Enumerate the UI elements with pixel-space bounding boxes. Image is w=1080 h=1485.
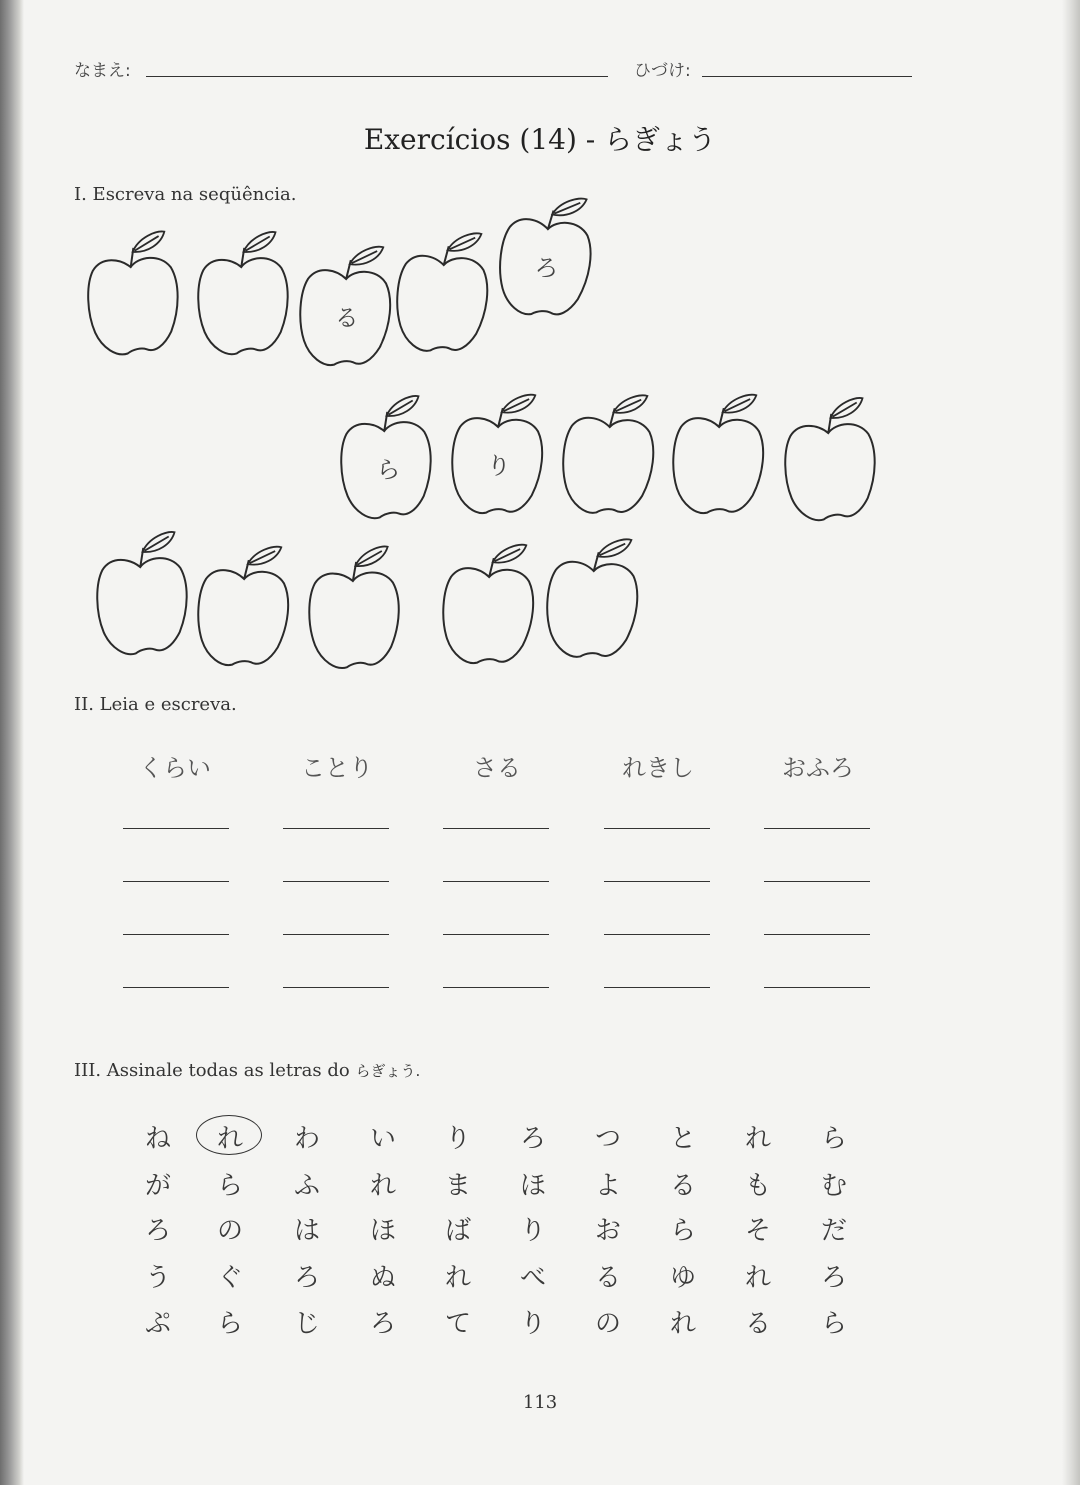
page-number: 113 — [522, 1392, 558, 1413]
apple-outline — [671, 417, 764, 515]
writing-line[interactable] — [443, 828, 549, 829]
writing-line[interactable] — [123, 934, 229, 935]
grid-char[interactable]: そ — [744, 1216, 771, 1246]
grid-char[interactable]: ぷ — [144, 1309, 171, 1339]
reading-word: れきし — [622, 754, 694, 782]
apple-outline — [86, 256, 182, 357]
writing-line[interactable] — [283, 987, 389, 988]
grid-char[interactable]: が — [144, 1171, 171, 1201]
grid-char[interactable]: れ — [669, 1309, 696, 1339]
apple-outline — [545, 561, 639, 660]
apple-outline — [196, 569, 289, 667]
section3-heading-text: III. Assinale todas as letras do — [74, 1060, 350, 1081]
apple-leaf — [723, 394, 757, 414]
apple-leaf — [552, 196, 587, 217]
writing-line[interactable] — [604, 828, 710, 829]
grid-char[interactable]: つ — [594, 1124, 621, 1154]
section3-heading — [74, 1060, 420, 1081]
apple-outline — [95, 557, 189, 656]
grid-char-circled-example[interactable]: れ — [210, 1118, 250, 1155]
apple-cell[interactable] — [196, 544, 290, 667]
grid-char[interactable]: じ — [293, 1309, 320, 1339]
grid-char[interactable]: ほ — [519, 1171, 546, 1201]
grid-char[interactable]: り — [444, 1124, 471, 1154]
section1-heading: I. Escreva na seqüência. — [74, 184, 297, 205]
grid-char[interactable]: ゆ — [669, 1263, 696, 1293]
apple-cell[interactable] — [671, 392, 765, 515]
apple-leaf — [243, 232, 277, 252]
grid-char[interactable]: ぬ — [369, 1263, 396, 1293]
apple-kana: る — [334, 303, 360, 333]
apple-outline — [561, 417, 655, 516]
writing-line[interactable] — [283, 881, 389, 882]
grid-char[interactable]: る — [744, 1309, 771, 1339]
grid-char[interactable]: む — [820, 1171, 847, 1201]
reading-word: さる — [473, 754, 521, 782]
writing-line[interactable] — [443, 934, 549, 935]
apple-outline — [783, 423, 877, 522]
grid-char[interactable]: も — [744, 1171, 771, 1201]
grid-char[interactable]: お — [594, 1216, 621, 1246]
grid-char[interactable]: ろ — [369, 1309, 396, 1339]
writing-line[interactable] — [604, 987, 710, 988]
grid-char[interactable]: ね — [144, 1124, 171, 1154]
apple-leaf — [142, 532, 176, 552]
reading-word: くらい — [139, 754, 211, 782]
grid-char[interactable]: の — [216, 1216, 243, 1246]
grid-char[interactable]: と — [669, 1124, 696, 1154]
apple-leaf — [830, 398, 864, 418]
grid-char[interactable]: ら — [820, 1124, 847, 1154]
writing-line[interactable] — [764, 934, 870, 935]
grid-char[interactable]: よ — [594, 1171, 621, 1201]
date-label: ひづけ: — [634, 61, 691, 81]
apple-cell[interactable] — [441, 542, 535, 665]
apple-outline — [441, 567, 534, 665]
section2-heading: II. Leia e escreva. — [74, 694, 237, 715]
grid-char[interactable]: う — [144, 1263, 171, 1293]
apple-leaf — [493, 544, 527, 564]
reading-word: おふろ — [782, 754, 854, 782]
apple-cell[interactable] — [298, 244, 392, 367]
grid-char[interactable]: ば — [444, 1216, 471, 1246]
grid-char[interactable]: て — [444, 1309, 471, 1339]
writing-line[interactable] — [443, 881, 549, 882]
grid-char[interactable]: ろ — [293, 1263, 320, 1293]
grid-char[interactable]: ぐ — [216, 1263, 243, 1293]
section3-heading-kana: らぎょう. — [355, 1062, 421, 1080]
grid-char[interactable]: は — [293, 1216, 320, 1246]
grid-char[interactable]: れ — [444, 1263, 471, 1293]
grid-char[interactable]: ま — [444, 1171, 471, 1201]
apple-cell[interactable] — [782, 397, 878, 521]
apple-leaf — [502, 394, 536, 414]
apple-kana: ら — [375, 455, 402, 485]
apple-cell[interactable] — [561, 391, 657, 515]
grid-char[interactable]: い — [369, 1124, 396, 1154]
grid-char[interactable]: の — [594, 1309, 621, 1339]
grid-char[interactable]: り — [519, 1216, 546, 1246]
writing-line[interactable] — [764, 881, 870, 882]
grid-char[interactable]: べ — [519, 1263, 546, 1293]
apple-cell[interactable] — [307, 546, 401, 669]
apple-outline — [395, 255, 489, 354]
grid-char[interactable]: る — [669, 1171, 696, 1201]
apple-cell[interactable] — [545, 535, 641, 659]
apple-leaf — [447, 232, 481, 252]
page-title: Exercícios (14) - らぎょう — [363, 123, 717, 156]
apple-kana: ろ — [533, 253, 560, 284]
name-label: なまえ: — [74, 61, 131, 81]
grid-char[interactable]: ら — [669, 1216, 696, 1246]
grid-char[interactable]: ほ — [369, 1216, 396, 1246]
grid-char[interactable]: ろ — [820, 1263, 847, 1293]
grid-char[interactable]: だ — [820, 1216, 847, 1246]
apple-sequence — [0, 0, 1080, 700]
apple-cell[interactable] — [450, 392, 544, 515]
apple-cell[interactable] — [496, 192, 596, 319]
grid-char[interactable]: れ — [369, 1171, 396, 1201]
apple-outline — [308, 571, 401, 669]
apple-cell[interactable] — [94, 531, 190, 655]
grid-char[interactable]: わ — [293, 1124, 320, 1154]
writing-line[interactable] — [604, 934, 710, 935]
grid-char[interactable]: り — [519, 1309, 546, 1339]
grid-char[interactable]: れ — [744, 1124, 771, 1154]
apple-cell[interactable] — [84, 231, 182, 357]
apple-outline — [196, 257, 290, 356]
writing-line[interactable] — [123, 987, 229, 988]
apple-kana: り — [486, 451, 512, 481]
grid-char[interactable]: ろ — [519, 1124, 546, 1154]
apple-cell[interactable] — [195, 231, 291, 355]
apple-leaf — [597, 538, 631, 558]
writing-line[interactable] — [123, 828, 229, 829]
writing-line[interactable] — [283, 828, 389, 829]
apple-cell[interactable] — [338, 395, 434, 519]
writing-line[interactable] — [764, 987, 870, 988]
grid-char[interactable]: れ — [744, 1263, 771, 1293]
writing-line[interactable] — [283, 934, 389, 935]
apple-leaf — [613, 394, 647, 414]
apple-leaf — [355, 546, 389, 566]
grid-char[interactable]: ら — [820, 1309, 847, 1339]
apple-leaf — [248, 546, 282, 566]
writing-line[interactable] — [604, 881, 710, 882]
apple-leaf — [350, 246, 384, 266]
grid-char[interactable]: ろ — [144, 1216, 171, 1246]
reading-word: ことり — [301, 754, 373, 782]
grid-char[interactable]: ふ — [293, 1171, 320, 1201]
apple-leaf — [386, 396, 420, 416]
writing-line[interactable] — [764, 828, 870, 829]
apple-leaf — [131, 231, 165, 252]
apple-cell[interactable] — [395, 229, 491, 353]
writing-line[interactable] — [443, 987, 549, 988]
grid-char[interactable]: ら — [216, 1309, 243, 1339]
writing-line[interactable] — [123, 881, 229, 882]
grid-char[interactable]: る — [594, 1263, 621, 1293]
grid-char[interactable]: ら — [216, 1171, 243, 1201]
